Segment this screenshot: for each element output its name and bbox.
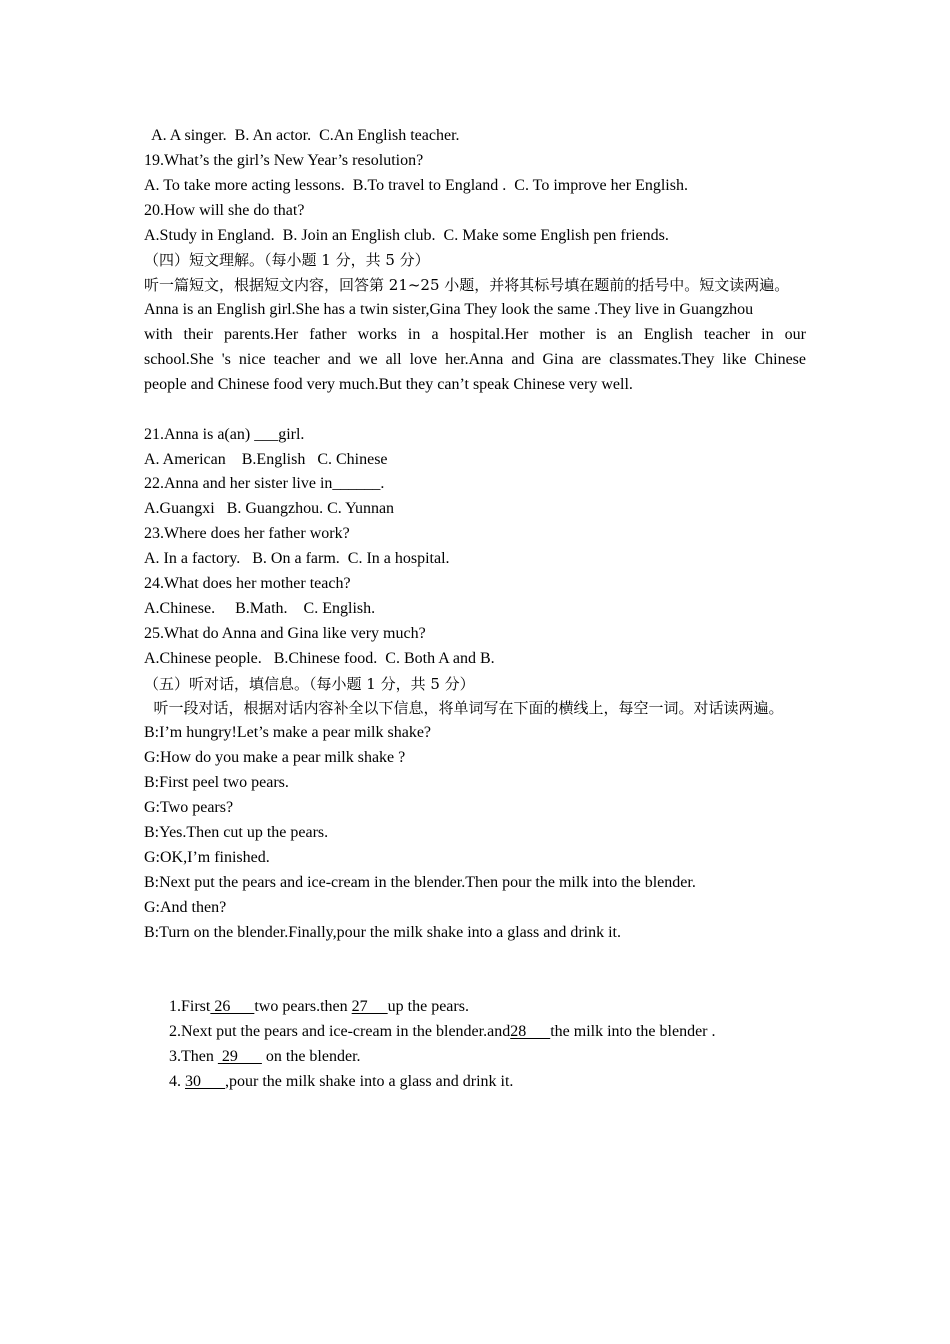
passage-line-3: school.She 's nice teacher and we all love her.Anna and Gina are classmates.They like Chinese [144,351,806,369]
dialogue-line-4: G:Two pears? [144,799,234,817]
fill-line-3 [144,1045,806,1070]
blank-29[interactable]: 29 [217,1047,262,1065]
dialogue-line-8: G:And then? [144,898,227,916]
fill-text: two pears.then [254,998,352,1016]
passage-line-4: people and Chinese food very much.But they can’t speak Chinese very well. [144,375,633,393]
blank-27[interactable]: 27 [351,998,388,1016]
fill-text: 3.Then [169,1047,218,1065]
q20-question: 20.How will she do that? [144,201,305,219]
fill-text: on the blender. [261,1047,361,1065]
q25-question: 25.What do Anna and Gina like very much? [144,624,426,642]
blank-30[interactable]: 30 [185,1072,225,1090]
section5-heading: （五）听对话，填信息。（每小题 1 分，共 5 分） [144,674,475,693]
passage-line-2: with their parents.Her father works in a hospital.Her mother is an English teacher in our [144,326,806,344]
q19-options: A. To take more acting lessons. B.To travel to England . C. To improve her English. [144,176,688,194]
q23-options: A. In a factory. B. On a farm. C. In a hospital. [144,550,450,568]
fill-text: up the pears. [387,998,469,1016]
fill-line-4 [144,1070,806,1095]
q21-question: 21.Anna is a(an) ___girl. [144,425,305,443]
dialogue-line-6: G:OK,I’m finished. [144,848,270,866]
fill-text: ,pour the milk shake into a glass and drink it. [225,1072,514,1090]
section5-instruction: 听一段对话，根据对话内容补全以下信息，将单词写在下面的横线上，每空一词。对话读两遍。 [144,699,784,718]
dialogue-line-3: B:First peel two pears. [144,774,289,792]
passage-line-1: Anna is an English girl.She has a twin sister,Gina They look the same .They live in Guangzhou [144,301,754,319]
fill-text: 4. [169,1072,185,1090]
dialogue-line-7: B:Next put the pears and ice-cream in the blender.Then pour the milk into the blender. [144,873,696,891]
spacer [144,945,806,995]
dialogue-line-2: G:How do you make a pear milk shake ? [144,749,406,767]
q18-options: A. A singer. B. An actor. C.An English teacher. [144,127,460,144]
fill-line-1 [144,995,806,1020]
q24-question: 24.What does her mother teach? [144,575,351,593]
dialogue-line-9: B:Turn on the blender.Finally,pour the milk shake into a glass and drink it. [144,923,621,941]
fill-text: 2.Next put the pears and ice-cream in the blender.and [169,1023,511,1041]
q24-options: A.Chinese. B.Math. C. English. [144,599,376,617]
dialogue-line-5: B:Yes.Then cut up the pears. [144,823,329,841]
q19-question: 19.What’s the girl’s New Year’s resolution? [144,151,424,169]
spacer [144,398,806,423]
q22-options: A.Guangxi B. Guangzhou. C. Yunnan [144,500,395,518]
q25-options: A.Chinese people. B.Chinese food. C. Both A and B. [144,649,495,667]
section4-heading: （四）短文理解。（每小题 1 分，共 5 分） [144,251,430,270]
blank-26[interactable]: 26 [210,998,255,1016]
q21-options: A. American B.English C. Chinese [144,450,388,468]
q20-options: A.Study in England. B. Join an English club. C. Make some English pen friends. [144,226,669,244]
fill-line-2 [144,1020,806,1045]
dialogue-line-1: B:I’m hungry!Let’s make a pear milk shake? [144,724,432,742]
fill-text: 1.First [169,998,211,1016]
fill-text: the milk into the blender . [550,1023,716,1041]
section4-instruction: 听一篇短文，根据短文内容，回答第 21~25 小题，并将其标号填在题前的括号中。短文读两遍。 [144,276,790,295]
blank-28[interactable]: 28 [510,1023,551,1041]
q22-question: 22.Anna and her sister live in______. [144,475,385,493]
q23-question: 23.Where does her father work? [144,525,350,543]
document-page [144,124,806,1095]
